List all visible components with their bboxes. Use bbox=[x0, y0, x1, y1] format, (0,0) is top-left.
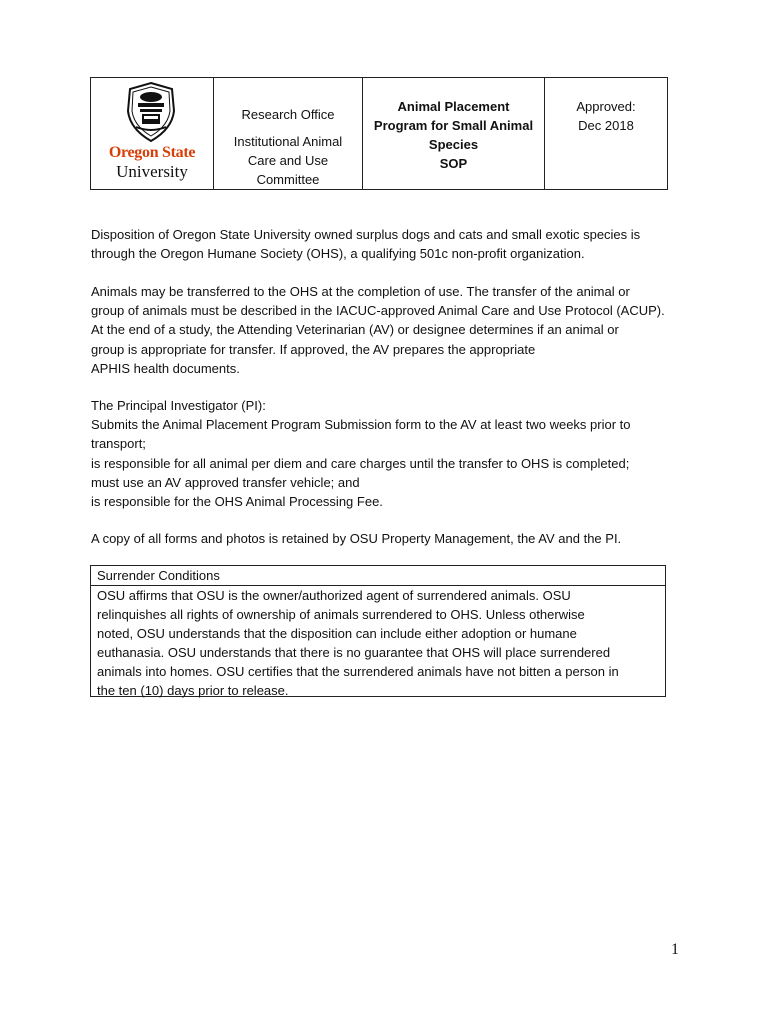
approved-cell bbox=[545, 78, 668, 190]
logo-cell bbox=[91, 78, 214, 190]
logo-text-oregon-state: Oregon State bbox=[108, 144, 196, 161]
text-line: At the end of a study, the Attending Veterinarian (AV) or designee determines if an animal or bbox=[91, 322, 619, 338]
approved-date: Dec 2018 bbox=[578, 118, 634, 133]
sop-title-line: Species bbox=[428, 137, 479, 152]
disposition-paragraph bbox=[91, 225, 701, 263]
sop-title-line: Animal Placement bbox=[397, 99, 510, 114]
text-line: Animals may be transferred to the OHS at the completion of use. The transfer of the animal or bbox=[91, 284, 630, 299]
sop-title-cell bbox=[363, 78, 545, 190]
surrender-conditions-body bbox=[91, 586, 665, 700]
research-office-label: Research Office bbox=[241, 107, 335, 122]
text-line: must use an AV approved transfer vehicle; and bbox=[91, 474, 360, 490]
text-line: group is appropriate for transfer. If approved, the AV prepares the appropriate bbox=[91, 341, 536, 357]
surrender-conditions-title: Surrender Conditions bbox=[91, 566, 665, 586]
committee-line: Institutional Animal bbox=[233, 134, 343, 149]
text-line: is responsible for the OHS Animal Processing Fee. bbox=[91, 494, 383, 510]
transfer-paragraph bbox=[91, 282, 701, 378]
text-line: APHIS health documents. bbox=[91, 360, 240, 376]
text-line: Disposition of Oregon State University owned surplus dogs and cats and small exotic species is bbox=[91, 227, 641, 242]
text-line: group of animals must be described in the IACUC-approved Animal Care and Use Protocol (ACUP). bbox=[91, 303, 665, 319]
text-line: transport; bbox=[91, 436, 146, 452]
text-line: A copy of all forms and photos is retained by OSU Property Management, the AV and the PI. bbox=[91, 531, 622, 546]
text-line: OSU affirms that OSU is the owner/authorized agent of surrendered animals. OSU bbox=[97, 588, 571, 603]
sop-title bbox=[363, 78, 544, 173]
osu-logo bbox=[91, 78, 213, 188]
text-line: euthanasia. OSU understands that there is no guarantee that OHS will place surrendered bbox=[97, 645, 611, 660]
pi-paragraph bbox=[91, 396, 701, 511]
text-line: noted, OSU understands that the disposition can include either adoption or humane bbox=[97, 626, 577, 641]
text-line: relinquishes all rights of ownership of animals surrendered to OHS. Unless otherwise bbox=[97, 607, 585, 622]
osu-seal-icon bbox=[122, 81, 180, 143]
header-table bbox=[90, 77, 668, 190]
logo-text-university: University bbox=[116, 162, 188, 181]
text-line: Submits the Animal Placement Program Submission form to the AV at least two weeks prior to bbox=[91, 417, 631, 433]
approved-label: Approved: bbox=[576, 99, 636, 114]
text-line: is responsible for all animal per diem and care charges until the transfer to OHS is completed; bbox=[91, 455, 630, 471]
committee-line: Committee bbox=[256, 172, 320, 187]
text-line: animals into homes. OSU certifies that the surrendered animals have not bitten a person in bbox=[97, 664, 619, 679]
sop-title-line: Program for Small Animal bbox=[373, 118, 534, 133]
surrender-conditions-box bbox=[90, 565, 666, 697]
text-line: the ten (10) days prior to release. bbox=[97, 683, 289, 698]
text-line: The Principal Investigator (PI): bbox=[91, 398, 266, 413]
copy-paragraph bbox=[91, 529, 701, 548]
text-line: through the Oregon Humane Society (OHS), a qualifying 501c non-profit organization. bbox=[91, 246, 585, 262]
office-cell bbox=[214, 78, 363, 190]
committee-name bbox=[214, 124, 362, 189]
page-number: 1 bbox=[671, 941, 679, 958]
sop-title-line: SOP bbox=[439, 156, 468, 171]
committee-line: Care and Use bbox=[247, 153, 329, 168]
